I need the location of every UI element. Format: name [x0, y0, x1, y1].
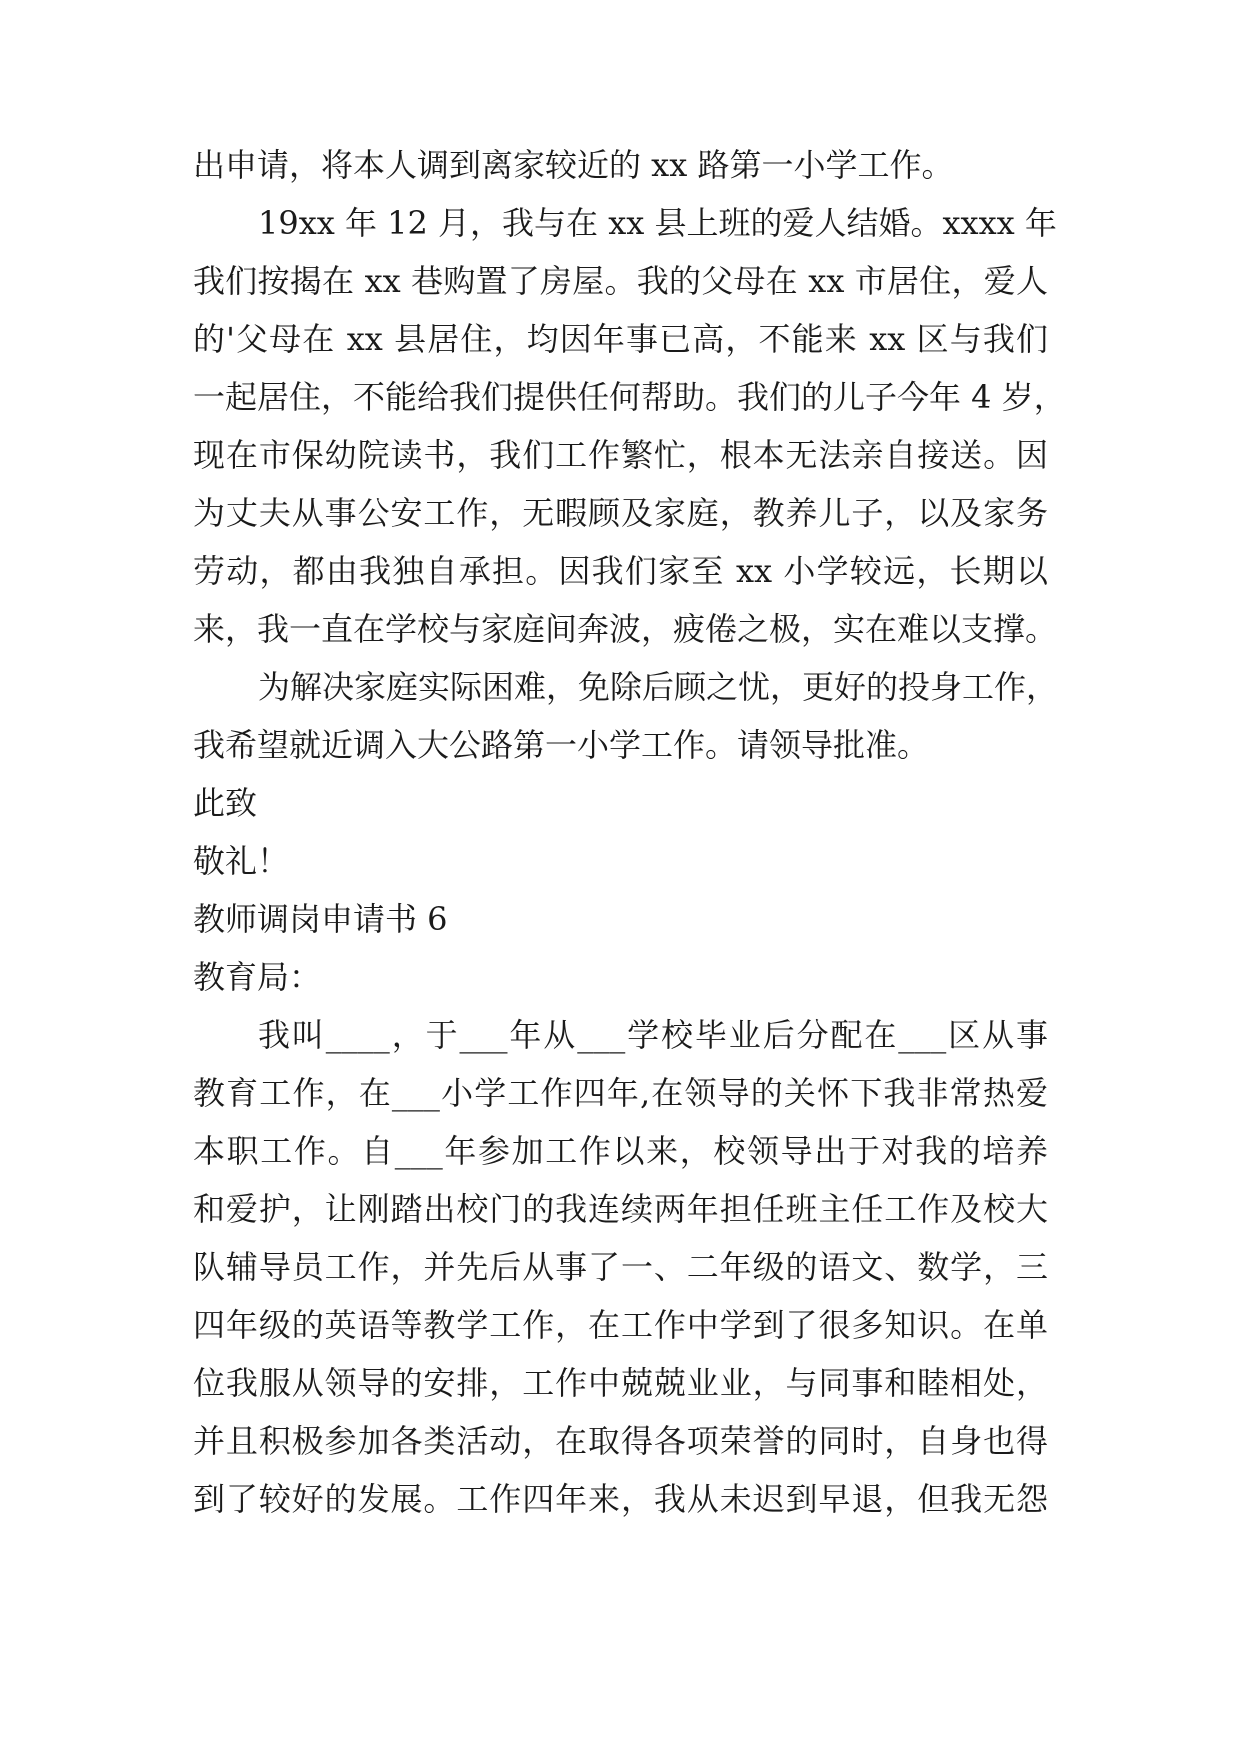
text-line: 的'父母在 xx 县居住，均因年事已高，不能来 xx 区与我们	[193, 320, 1048, 358]
recipient-line: 教育局：	[193, 958, 322, 996]
section-title: 教师调岗申请书 6	[193, 900, 448, 938]
text-line: 为丈夫从事公安工作，无暇顾及家庭，教养儿子，以及家务	[193, 494, 1048, 532]
closing-line: 敬礼！	[193, 842, 290, 880]
text-line: 来，我一直在学校与家庭间奔波，疲倦之极，实在难以支撑。	[193, 610, 1058, 648]
text-line: 本职工作。自___年参加工作以来，校领导出于对我的培养	[193, 1132, 1048, 1170]
text-line: 我希望就近调入大公路第一小学工作。请领导批准。	[193, 726, 930, 764]
text-line: 到了较好的发展。工作四年来，我从未迟到早退，但我无怨	[193, 1480, 1048, 1518]
text-line: 19xx 年 12 月，我与在 xx 县上班的爱人结婚。xxxx 年	[258, 204, 1057, 242]
closing-line: 此致	[193, 784, 258, 822]
text-line: 我叫____，于___年从___学校毕业后分配在___区从事	[258, 1016, 1048, 1054]
text-line: 四年级的英语等教学工作，在工作中学到了很多知识。在单	[193, 1306, 1048, 1344]
text-line: 并且积极参加各类活动，在取得各项荣誉的同时，自身也得	[193, 1422, 1048, 1460]
text-line: 现在市保幼院读书，我们工作繁忙，根本无法亲自接送。因	[193, 436, 1048, 474]
text-line: 我们按揭在 xx 巷购置了房屋。我的父母在 xx 市居住，爱人	[193, 262, 1048, 300]
text-line: 为解决家庭实际困难，免除后顾之忧，更好的投身工作，	[258, 668, 1059, 706]
text-line: 劳动，都由我独自承担。因我们家至 xx 小学较远，长期以	[193, 552, 1048, 590]
text-line: 位我服从领导的安排，工作中兢兢业业，与同事和睦相处，	[193, 1364, 1048, 1402]
text-line: 一起居住，不能给我们提供任何帮助。我们的儿子今年 4 岁，	[193, 378, 1066, 416]
text-line: 和爱护，让刚踏出校门的我连续两年担任班主任工作及校大	[193, 1190, 1048, 1228]
text-line: 教育工作，在___小学工作四年,在领导的关怀下我非常热爱	[193, 1074, 1048, 1112]
text-line: 出申请，将本人调到离家较近的 xx 路第一小学工作。	[193, 146, 954, 184]
text-line: 队辅导员工作，并先后从事了一、二年级的语文、数学，三	[193, 1248, 1048, 1286]
